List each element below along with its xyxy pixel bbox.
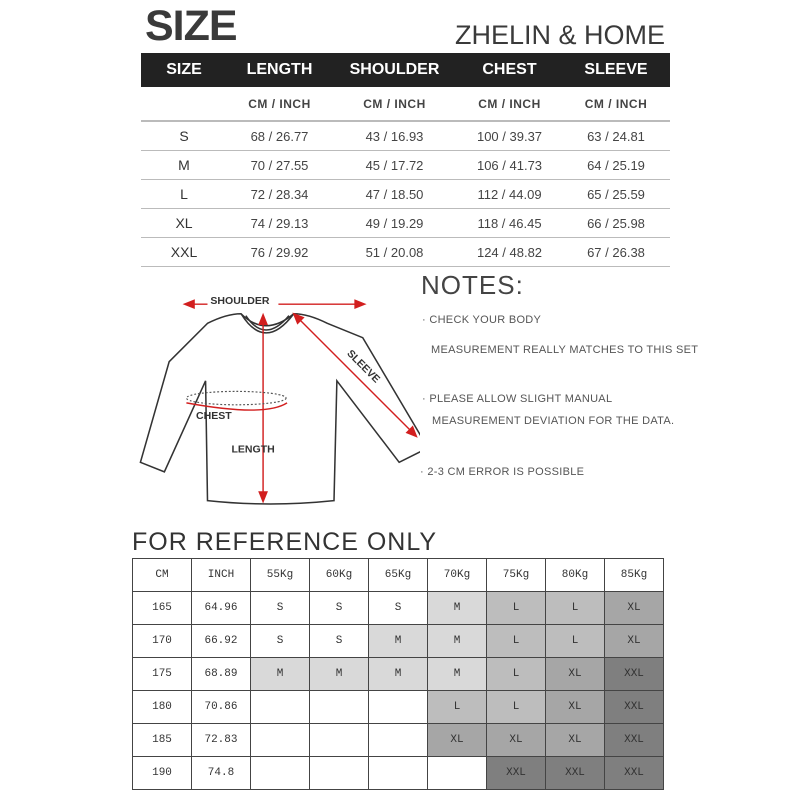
shirt-outline-icon [140, 314, 420, 504]
column-header: 65Kg [369, 559, 428, 592]
measurement-cell: 74 / 29.13 [227, 209, 332, 238]
recommended-size-cell: XL [546, 724, 605, 757]
column-header: 70Kg [428, 559, 487, 592]
recommended-size-cell: L [428, 691, 487, 724]
measurement-cell: 65 / 25.59 [562, 180, 670, 209]
sleeve-label: SLEEVE [344, 347, 383, 386]
recommended-size-cell: S [310, 625, 369, 658]
recommended-size-cell: S [251, 592, 310, 625]
recommended-size-cell [369, 691, 428, 724]
measurement-cell: 70 / 27.55 [227, 151, 332, 180]
measurement-cell: 43 / 16.93 [332, 121, 457, 151]
size-label: M [141, 151, 227, 180]
size-row [141, 180, 670, 209]
column-header: INCH [192, 559, 251, 592]
column-header: CM [133, 559, 192, 592]
height-cell: 185 [133, 724, 192, 757]
units-row [141, 87, 670, 121]
recommended-size-cell: L [487, 691, 546, 724]
measurement-cell: 118 / 46.45 [457, 209, 562, 238]
size-label: XL [141, 209, 227, 238]
reference-row [133, 625, 664, 658]
size-label: L [141, 180, 227, 209]
size-label: XXL [141, 238, 227, 267]
recommended-size-cell: M [251, 658, 310, 691]
recommended-size-cell: XL [605, 592, 664, 625]
measurement-cell: 76 / 29.92 [227, 238, 332, 267]
column-header: 80Kg [546, 559, 605, 592]
measurement-cell: 124 / 48.82 [457, 238, 562, 267]
column-header: LENGTH [227, 53, 332, 87]
recommended-size-cell: L [487, 625, 546, 658]
recommended-size-cell: S [310, 592, 369, 625]
column-header: CHEST [457, 53, 562, 87]
size-label: S [141, 121, 227, 151]
column-header: SIZE [141, 53, 227, 87]
recommended-size-cell [310, 757, 369, 790]
recommended-size-cell: XXL [605, 757, 664, 790]
column-header: 85Kg [605, 559, 664, 592]
recommended-size-cell: S [251, 625, 310, 658]
measurement-cell: 49 / 19.29 [332, 209, 457, 238]
column-header: SHOULDER [332, 53, 457, 87]
recommended-size-cell: M [428, 625, 487, 658]
recommended-size-cell: M [369, 658, 428, 691]
length-label: LENGTH [231, 443, 275, 456]
measure-arrows-icon [185, 300, 417, 501]
recommended-size-cell [310, 724, 369, 757]
measurement-cell: 106 / 41.73 [457, 151, 562, 180]
size-row [141, 121, 670, 151]
recommended-size-cell: XL [487, 724, 546, 757]
measurement-cell: 100 / 39.37 [457, 121, 562, 151]
height-cell: 72.83 [192, 724, 251, 757]
reference-row [133, 691, 664, 724]
note-line: MEASUREMENT REALLY MATCHES TO THIS SET [431, 344, 699, 356]
recommended-size-cell: XXL [605, 724, 664, 757]
height-cell: 68.89 [192, 658, 251, 691]
measurement-cell: 47 / 18.50 [332, 180, 457, 209]
height-cell: 170 [133, 625, 192, 658]
recommended-size-cell: L [487, 592, 546, 625]
reference-table [132, 558, 664, 790]
recommended-size-cell: XL [605, 625, 664, 658]
note-line: · 2-3 CM ERROR IS POSSIBLE [420, 466, 585, 478]
size-table-body [141, 121, 670, 267]
brand-name: ZHELIN & HOME [455, 20, 666, 50]
unit-cell [141, 87, 227, 121]
chest-label: CHEST [196, 410, 232, 423]
note-line: · PLEASE ALLOW SLIGHT MANUAL [422, 393, 613, 405]
size-row [141, 151, 670, 180]
column-header: 75Kg [487, 559, 546, 592]
recommended-size-cell: XL [546, 691, 605, 724]
measurement-cell: 45 / 17.72 [332, 151, 457, 180]
height-cell: 175 [133, 658, 192, 691]
reference-header-row [133, 559, 664, 592]
unit-cell: CM / INCH [562, 87, 670, 121]
recommended-size-cell: S [369, 592, 428, 625]
recommended-size-cell: L [546, 592, 605, 625]
measurement-cell: 112 / 44.09 [457, 180, 562, 209]
measurement-cell: 66 / 25.98 [562, 209, 670, 238]
note-line: MEASUREMENT DEVIATION FOR THE DATA. [432, 415, 675, 427]
height-cell: 190 [133, 757, 192, 790]
recommended-size-cell: M [428, 592, 487, 625]
note-line: · CHECK YOUR BODY [422, 314, 542, 326]
reference-title: FOR REFERENCE ONLY [132, 528, 438, 556]
recommended-size-cell: M [428, 658, 487, 691]
size-row [141, 238, 670, 267]
column-header: 55Kg [251, 559, 310, 592]
recommended-size-cell: L [546, 625, 605, 658]
size-row [141, 209, 670, 238]
measurement-cell: 67 / 26.38 [562, 238, 670, 267]
recommended-size-cell: XL [428, 724, 487, 757]
height-cell: 66.92 [192, 625, 251, 658]
recommended-size-cell: M [310, 658, 369, 691]
reference-row [133, 658, 664, 691]
shirt-measurement-diagram [110, 285, 420, 515]
recommended-size-cell: XXL [487, 757, 546, 790]
recommended-size-cell: L [487, 658, 546, 691]
measurement-cell: 63 / 24.81 [562, 121, 670, 151]
recommended-size-cell [369, 724, 428, 757]
reference-row [133, 724, 664, 757]
height-cell: 70.86 [192, 691, 251, 724]
recommended-size-cell [369, 757, 428, 790]
height-cell: 64.96 [192, 592, 251, 625]
recommended-size-cell: XXL [546, 757, 605, 790]
recommended-size-cell: XXL [605, 691, 664, 724]
recommended-size-cell [251, 691, 310, 724]
size-table [141, 53, 670, 267]
height-cell: 165 [133, 592, 192, 625]
size-table-header [141, 53, 670, 87]
page-title: SIZE [145, 2, 237, 50]
recommended-size-cell [251, 757, 310, 790]
recommended-size-cell: XXL [605, 658, 664, 691]
notes-title: NOTES: [421, 270, 524, 300]
height-cell: 180 [133, 691, 192, 724]
measurement-cell: 68 / 26.77 [227, 121, 332, 151]
recommended-size-cell [310, 691, 369, 724]
measurement-cell: 64 / 25.19 [562, 151, 670, 180]
unit-cell: CM / INCH [332, 87, 457, 121]
measurement-cell: 72 / 28.34 [227, 180, 332, 209]
reference-row [133, 757, 664, 790]
reference-row [133, 592, 664, 625]
column-header: 60Kg [310, 559, 369, 592]
recommended-size-cell: XL [546, 658, 605, 691]
measurement-cell: 51 / 20.08 [332, 238, 457, 267]
recommended-size-cell [251, 724, 310, 757]
reference-table-body [133, 592, 664, 790]
recommended-size-cell [428, 757, 487, 790]
recommended-size-cell: M [369, 625, 428, 658]
height-cell: 74.8 [192, 757, 251, 790]
shoulder-label: SHOULDER [210, 295, 270, 308]
unit-cell: CM / INCH [457, 87, 562, 121]
column-header: SLEEVE [562, 53, 670, 87]
unit-cell: CM / INCH [227, 87, 332, 121]
